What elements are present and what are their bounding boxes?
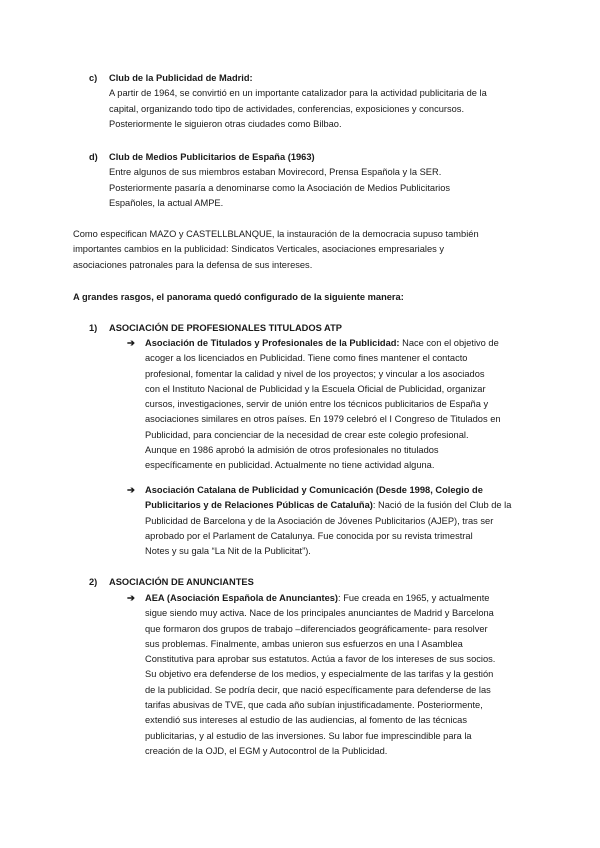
text-line: cursos, investigaciones, servir de unión entre los técnicos publicitarios de España y <box>145 399 489 410</box>
bullet-text <box>145 591 527 759</box>
bullet-asociacion-catalana <box>127 483 527 559</box>
bullet-title-tail: : Nació de la fusión del Club de la <box>372 500 512 511</box>
item-letter: d) <box>89 152 98 162</box>
text-line: A partir de 1964, se convirtió en un importante catalizador para la actividad publicitaria de la <box>109 88 487 99</box>
bullet-title: Publicitarios y de Relaciones Públicas de Cataluña) <box>145 500 373 511</box>
text-line: profesional, fomentar la calidad y nivel de los proyectos; y vincular a los asociados <box>145 368 485 379</box>
text-line: Como especifican MAZO y CASTELLBLANQUE, la instauración de la democracia supuso también <box>73 229 479 239</box>
text-line: Notes y su gala “La Nit de la Publicitat”). <box>145 546 311 557</box>
section-number: 2) <box>89 577 98 587</box>
summary-heading: A grandes rasgos, el panorama quedó configurado de la siguiente manera: <box>73 292 404 302</box>
arrow-bullet-icon: ➔ <box>127 593 135 603</box>
item-body <box>109 86 529 132</box>
text-line: sus problemas. Finalmente, ambas unieron sus esfuerzos en una I Asamblea <box>145 638 463 649</box>
item-title: Club de Medios Publicitarios de España (1963) <box>109 152 315 162</box>
section-title: ASOCIACIÓN DE ANUNCIANTES <box>109 577 254 587</box>
text-line: específicamente en publicidad. Actualmente no tiene actividad alguna. <box>145 460 435 471</box>
text-line: tarifas abusivas de TVE, que cada año subían injustificadamente. Posteriormente, <box>145 700 483 711</box>
text-line <box>145 336 527 351</box>
bullet-title: AEA (Asociación Española de Anunciantes) <box>145 593 339 603</box>
text-line: Publicidad, para concienciar de la necesidad de crear este colegio profesional. <box>145 429 469 440</box>
text-line <box>145 591 527 606</box>
text-line: con el Instituto Nacional de Publicidad y la Escuela Oficial de Publicidad, organizar <box>145 383 486 394</box>
text-line: Posteriormente pasaría a denominarse como la Asociación de Medios Publicitarios <box>109 182 451 193</box>
text-line: de la publicidad. Se podría decir, que nació específicamente para defenderse de las <box>145 684 491 695</box>
list-item-club-publicidad-madrid <box>89 71 529 132</box>
section-anunciantes <box>89 575 539 590</box>
text-line: Aunque en 1986 aprobó la admisión de otros profesionales no titulados <box>145 445 439 456</box>
text-line: importantes cambios en la publicidad: Sindicatos Verticales, asociaciones empresariales y <box>73 244 445 255</box>
text-line: asociaciones patronales para la defensa de sus intereses. <box>73 259 313 270</box>
text-line: Españoles, la actual AMPE. <box>109 197 224 208</box>
text-line: creación de la OJD, el EGM y Autocontrol de la Publicidad. <box>145 745 388 756</box>
arrow-bullet-icon: ➔ <box>127 338 135 348</box>
arrow-bullet-icon: ➔ <box>127 485 135 495</box>
section-title: ASOCIACIÓN DE PROFESIONALES TITULADOS ATP <box>109 323 342 333</box>
bullet-title: Asociación de Titulados y Profesionales de la Publicidad: <box>145 338 400 348</box>
text-line: capital, organizando todo tipo de actividades, conferencias, exposiciones y concursos. <box>109 103 465 114</box>
text-line: aprobado por el Parlament de Catalunya. Fue conocida por su revista trimestral <box>145 530 473 541</box>
text-line: asociaciones similares en otros países. En 1979 celebró el I Congreso de Titulados en <box>145 414 501 425</box>
item-body <box>109 165 529 211</box>
text-line: acoger a los licenciados en Publicidad. Tiene como fines mantener el contacto <box>145 353 468 364</box>
text-line: Posteriormente le siguieron otras ciudades como Bilbao. <box>109 118 342 129</box>
text-line: Entre algunos de sus miembros estaban Movirecord, Prensa Española y la SER. <box>109 167 442 178</box>
bullet-aea <box>127 591 527 759</box>
text-line <box>145 498 527 513</box>
text-line: que formaron dos grupos de trabajo –diferenciados geográficamente- para resolver <box>145 623 488 634</box>
item-title: Club de la Publicidad de Madrid: <box>109 73 253 83</box>
text-line: Publicidad de Barcelona y de la Asociación de Jóvenes Publicitarios (AJEP), tras ser <box>145 515 494 526</box>
text-line: sigue siendo muy activa. Nace de los principales anunciantes de Madrid y Barcelona <box>145 608 494 619</box>
text-line: publicitarias, y al estudio de las inversiones. Su labor fue imprescindible para la <box>145 730 472 741</box>
item-letter: c) <box>89 73 98 83</box>
bullet-asociacion-titulados <box>127 336 527 474</box>
list-item-club-medios-publicitarios <box>89 150 529 211</box>
intro-paragraph <box>73 227 533 273</box>
section-number: 1) <box>89 323 98 333</box>
text-line: extendió sus intereses al estudio de las audiencias, al fomento de las técnicas <box>145 715 467 726</box>
bullet-text <box>145 483 527 559</box>
bullet-title-tail: : Fue creada en 1965, y actualmente <box>338 593 490 603</box>
bullet-text <box>145 336 527 474</box>
text-line: Su objetivo era defenderse de los medios, y especialmente de las tarifas y la gestión <box>145 669 494 680</box>
text-line: Constitutiva para aprobar sus estatutos. Actúa a favor de los intereses de sus socios. <box>145 654 496 665</box>
bullet-title: Asociación Catalana de Publicidad y Comunicación (Desde 1998, Colegio de <box>145 485 483 495</box>
bullet-title-tail: Nace con el objetivo de <box>399 338 499 348</box>
section-atp <box>89 321 539 336</box>
